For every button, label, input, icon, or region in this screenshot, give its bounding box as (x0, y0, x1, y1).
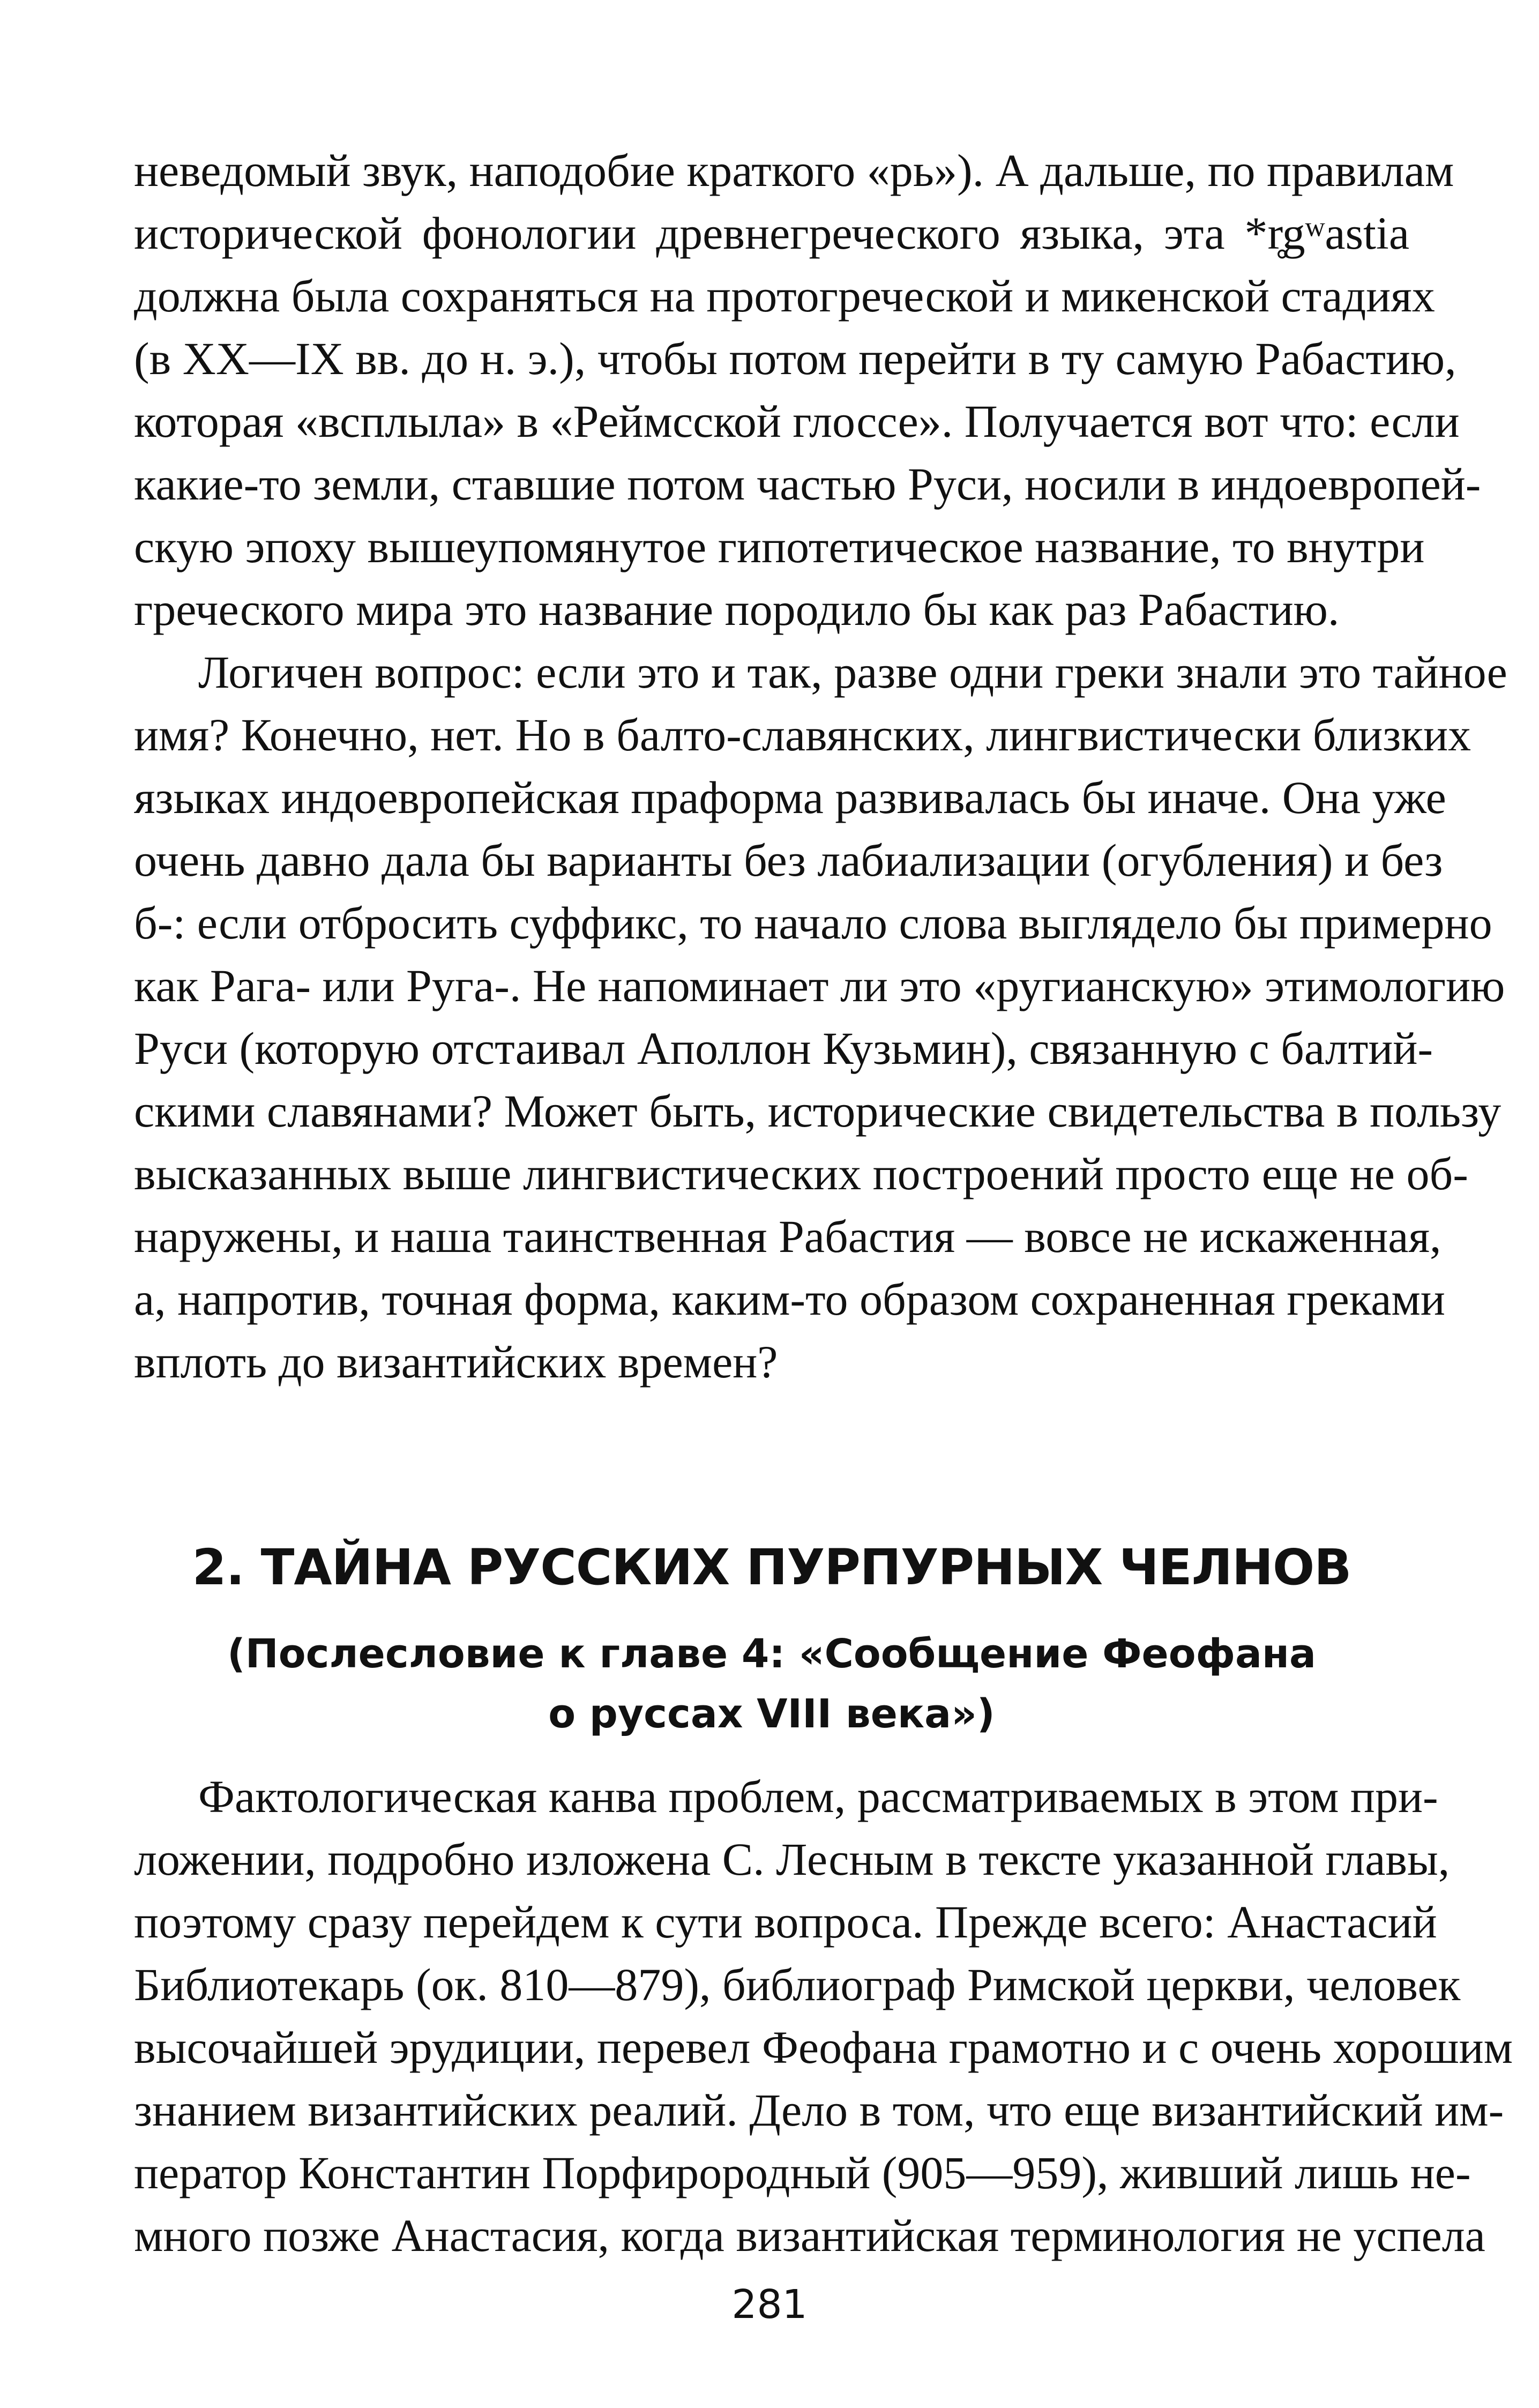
text-line: должна была сохраняться на протогреческой и микенской стадиях (134, 270, 1435, 322)
text-line: б-: если отбросить суффикс, то начало слова выглядело бы примерно (134, 897, 1492, 949)
text-line: много позже Анастасия, когда византийская терминология не успела (134, 2210, 1485, 2261)
text-line: как Рага- или Руга-. Не напоминает ли это «ругианскую» этимологию (134, 960, 1505, 1011)
subheading-line: о руссах VIII века») (548, 1691, 995, 1737)
section-subheading (134, 1624, 1409, 1744)
subheading-line: (Послесловие к главе 4: «Сообщение Феофана (227, 1631, 1316, 1677)
text-line: греческого мира это название породило бы как раз Рабастию. (134, 584, 1340, 635)
text-line: языках индоевропейская праформа развивалась бы иначе. Она уже (134, 772, 1446, 823)
text-line: а, напротив, точная форма, каким-то образом сохраненная греками (134, 1273, 1445, 1325)
text-line: (в XX—IX вв. до н. э.), чтобы потом перейти в ту самую Рабастию, (134, 333, 1456, 384)
text-line: Руси (которую отстаивал Аполлон Кузьмин), связанную с балтий- (134, 1023, 1433, 1074)
text-line: скими славянами? Может быть, исторические свидетельства в пользу (134, 1085, 1501, 1137)
text-line: ператор Константин Порфирородный (905—959), живший лишь не- (134, 2147, 1471, 2198)
text-line: Фактологическая канва проблем, рассматриваемых в этом при- (198, 1771, 1438, 1822)
paragraph-3 (134, 1765, 1513, 2267)
text-line: исторической фонологии древнегреческого языка, эта *r̥gʷastia (134, 207, 1409, 259)
text-line: Библиотекарь (ок. 810—879), библиограф Римской церкви, человек (134, 1959, 1461, 2010)
text-line: какие-то земли, ставшие потом частью Руси, носили в индоевропей- (134, 458, 1481, 510)
text-line: знанием византийских реалий. Дело в том, что еще византийский им- (134, 2084, 1504, 2136)
text-line: поэтому сразу перейдем к сути вопроса. Прежде всего: Анастасий (134, 1896, 1437, 1948)
text-line: скую эпоху вышеупомянутое гипотетическое название, то внутри (134, 521, 1425, 572)
text-line: высочайшей эрудиции, перевел Феофана грамотно и с очень хорошим (134, 2022, 1513, 2073)
page-body (134, 139, 1513, 2267)
paragraph-1 (134, 139, 1481, 641)
text-line: высказанных выше лингвистических построений просто еще не об- (134, 1148, 1468, 1199)
text-line: ложении, подробно изложена С. Лесным в тексте указанной главы, (134, 1833, 1450, 1885)
text-line: очень давно дала бы варианты без лабиализации (огубления) и без (134, 834, 1443, 886)
paragraph-2 (134, 641, 1507, 1393)
section-heading: 2. ТАЙНА РУССКИХ ПУРПУРНЫХ ЧЕЛНОВ (192, 1539, 1351, 1596)
text-line: наружены, и наша таинственная Рабастия — вовсе не искаженная, (134, 1211, 1441, 1262)
text-line: Логичен вопрос: если это и так, разве одни греки знали это тайное (198, 646, 1507, 698)
text-line: которая «всплыла» в «Реймсской глоссе». Получается вот что: если (134, 396, 1460, 447)
text-line: неведомый звук, наподобие краткого «рь»). А дальше, по правилам (134, 145, 1454, 196)
text-line: вплоть до византийских времен? (134, 1336, 778, 1388)
text-line: имя? Конечно, нет. Но в балто-славянских, лингвистически близких (134, 709, 1471, 761)
page-number: 281 (731, 2282, 808, 2328)
